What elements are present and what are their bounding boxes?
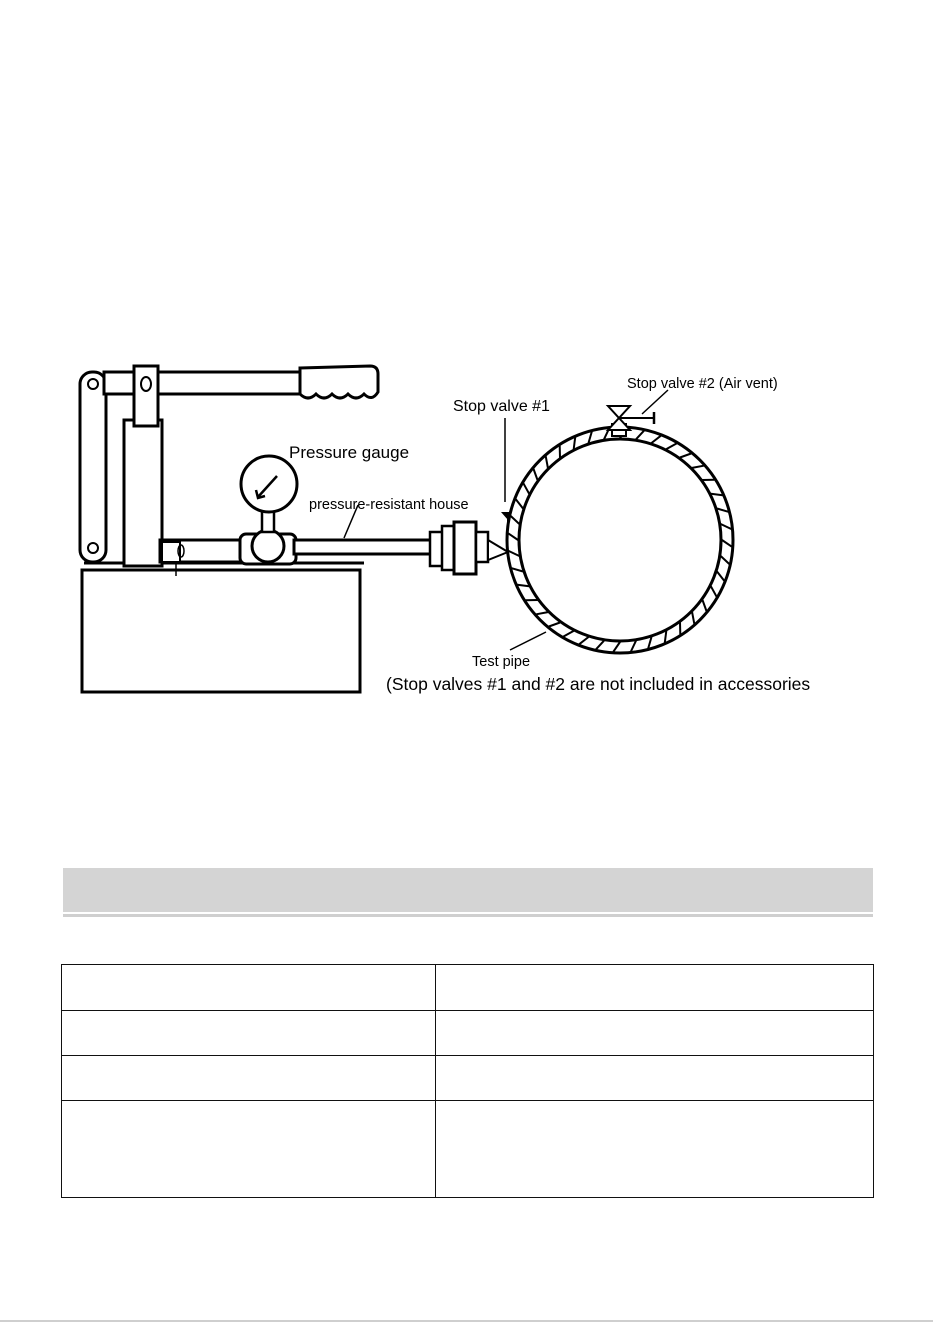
table-row (62, 1056, 874, 1101)
table-cell (436, 1011, 874, 1056)
table-row (62, 1011, 874, 1056)
table-row (62, 1101, 874, 1198)
pump-setup-diagram (64, 350, 870, 712)
label-stop-valve-1: Stop valve #1 (453, 398, 550, 415)
page-bottom-rule (0, 1320, 933, 1322)
pump-handle-post (134, 366, 158, 426)
table-cell (436, 1056, 874, 1101)
label-test-pipe: Test pipe (472, 654, 531, 670)
table-row (62, 965, 874, 1011)
table-cell (62, 1056, 436, 1101)
table-cell (62, 965, 436, 1011)
table-cell (436, 1101, 874, 1198)
label-note: (Stop valves #1 and #2 are not included in accessories (386, 674, 811, 694)
section-heading-bar (63, 868, 873, 912)
pump-link-arm (80, 372, 106, 562)
pump-reservoir (82, 570, 360, 692)
table-cell (62, 1101, 436, 1198)
label-stop-valve-2: Stop valve #2 (Air vent) (627, 376, 778, 392)
label-pressure-gauge: Pressure gauge (289, 443, 410, 462)
pump-cylinder (124, 420, 162, 566)
table-cell (62, 1011, 436, 1056)
pump-handle-grip (300, 366, 378, 398)
diagram-svg (64, 350, 870, 712)
table-cell (436, 965, 874, 1011)
section-underline (63, 914, 873, 917)
pressure-hose (294, 540, 432, 554)
spec-table (61, 964, 874, 1198)
test-pipe-inner (519, 439, 721, 641)
label-hose: pressure-resistant house (309, 497, 469, 513)
